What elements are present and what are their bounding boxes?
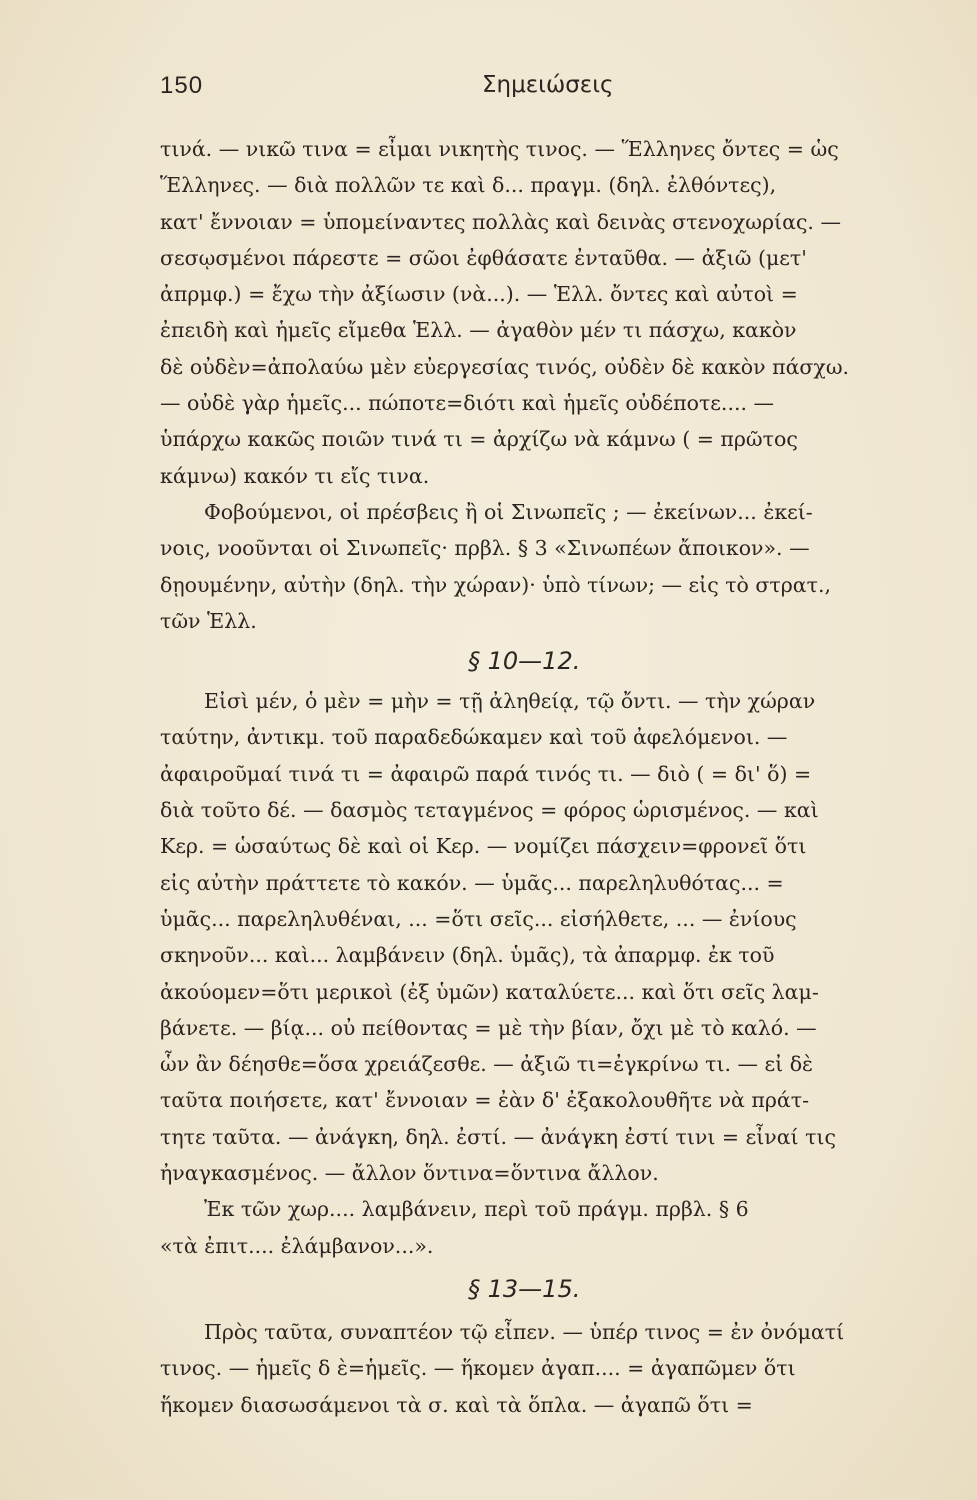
text-line: ἥκομεν διασωσάμενοι τὰ σ. καὶ τὰ ὅπλα. — ἀγαπῶ ὅτι = <box>160 1392 753 1417</box>
text-line: κατ' ἔννοιαν = ὑπομείναντες πολλὰς καὶ δεινὰς στενοχωρίας. — <box>160 209 841 234</box>
text-line: ἠναγκασμένος. — ἄλλον ὅντινα=ὅντινα ἄλλον. <box>160 1161 659 1186</box>
section-heading: § 10—12. <box>468 647 581 676</box>
text-line: ὑμᾶς... παρεληλυθέναι, ... =ὅτι σεῖς... εἰσήλθετε, ... — ἐνίους <box>160 906 797 931</box>
text-line: «τὰ ἐπιτ.... ἐλάμβανον...». <box>160 1233 434 1258</box>
text-line: σκηνοῦν... καὶ... λαμβάνειν (δηλ. ὑμᾶς), τὰ ἀπαρμφ. ἐκ τοῦ <box>160 943 775 968</box>
text-line: Πρὸς ταῦτα, συναπτέον τῷ εἶπεν. — ὑπέρ τινος = ἐν ὀνόματί <box>204 1319 845 1344</box>
text-line: δῃουμένην, αὐτὴν (δηλ. τὴν χώραν)· ὑπὸ τίνων; — εἰς τὸ στρατ., <box>160 572 832 597</box>
text-line: Ἕλληνες. — διὰ πολλῶν τε καὶ δ... πραγμ. (δηλ. ἐλθόντες), <box>160 173 777 198</box>
text-line: ὑπάρχω κακῶς ποιῶν τινά τι = ἀρχίζω νὰ κάμνω ( = πρῶτος <box>160 427 798 452</box>
text-line: ἀκούομεν=ὅτι μερικοὶ (ἐξ ὑμῶν) καταλύετε... καὶ ὅτι σεῖς λαμ- <box>160 979 819 1004</box>
text-line: Ἐκ τῶν χωρ.... λαμβάνειν, περὶ τοῦ πράγμ. πρβλ. § 6 <box>204 1197 749 1222</box>
page-header <box>160 72 930 112</box>
text-line: ἀφαιροῦμαί τινά τι = ἀφαιρῶ παρά τινός τι. — διὸ ( = δι' ὅ) = <box>160 761 812 786</box>
section-heading: § 13—15. <box>468 1274 581 1303</box>
text-line: ἐπειδὴ καὶ ἡμεῖς εἴμεθα Ἑλλ. — ἀγαθὸν μέν τι πάσχω, κακὸν <box>160 318 797 343</box>
text-line: δὲ οὐδὲν=ἀπολαύω μὲν εὐεργεσίας τινός, οὐδὲν δὲ κακὸν πάσχω. <box>160 354 850 379</box>
text-line: Εἰσὶ μέν, ὁ μὲν = μὴν = τῇ ἀληθείᾳ, τῷ ὄντι. — τὴν χώραν <box>204 689 816 714</box>
text-line: τῶν Ἑλλ. <box>160 608 257 633</box>
text-line: Φοβούμενοι, οἱ πρέσβεις ἢ οἱ Σινωπεῖς ; — ἐκείνων... ἐκεί- <box>204 499 813 524</box>
text-line: τινά. — νικῶ τινα = εἶμαι νικητὴς τινος. — Ἕλληνες ὄντες = ὡς <box>160 137 839 161</box>
text-line: Κερ. = ὡσαύτως δὲ καὶ οἱ Κερ. — νομίζει πάσχειν=φρονεῖ ὅτι <box>160 834 807 859</box>
text-line: ταῦτα ποιήσετε, κατ' ἔννοιαν = ἐὰν δ' ἐξακολουθῆτε νὰ πράτ- <box>160 1088 810 1113</box>
text-line: τητε ταῦτα. — ἀνάγκη, δηλ. ἐστί. — ἀνάγκη ἐστί τινι = εἶναί τις <box>160 1124 836 1149</box>
text-line: σεσῳσμένοι πάρεστε = σῶοι ἐφθάσατε ἐνταῦθα. — ἀξιῶ (μετ' <box>160 245 807 270</box>
text-line: τινος. — ἡμεῖς δ ὲ=ἡμεῖς. — ἥκομεν ἀγαπ.... = ἀγαπῶμεν ὅτι <box>160 1356 796 1381</box>
text-line: κάμνω) κακόν τι εἴς τινα. <box>160 463 430 488</box>
page-number: 150 <box>160 72 204 99</box>
running-head: Σημειώσεις <box>482 72 614 98</box>
body-text <box>160 131 938 1423</box>
text-line: εἰς αὐτὴν πράττετε τὸ κακόν. — ὑμᾶς... παρεληλυθότας... = <box>160 870 784 895</box>
text-line: διὰ τοῦτο δέ. — δασμὸς τεταγμένος = φόρος ὡρισμένος. — καὶ <box>160 798 819 823</box>
text-line: νοις, νοοῦνται οἱ Σινωπεῖς· πρβλ. § 3 «Σινωπέων ἄποικον». — <box>160 536 810 561</box>
text-line: ἀπρμφ.) = ἔχω τὴν ἀξίωσιν (νὰ...). — Ἑλλ. ὄντες καὶ αὐτοὶ = <box>160 282 798 307</box>
text-line: βάνετε. — βίᾳ... οὐ πείθοντας = μὲ τὴν βίαν, ὄχι μὲ τὸ καλό. — <box>160 1015 817 1040</box>
text-line: ταύτην, ἀντικμ. τοῦ παραδεδώκαμεν καὶ τοῦ ἀφελόμενοι. — <box>160 725 788 750</box>
text-line: ὧν ἂν δέησθε=ὅσα χρειάζεσθε. — ἀξιῶ τι=ἐγκρίνω τι. — εἰ δὲ <box>160 1052 814 1077</box>
text-line: — οὐδὲ γὰρ ἡμεῖς... πώποτε=διότι καὶ ἡμεῖς οὐδέποτε.... — <box>160 391 775 416</box>
